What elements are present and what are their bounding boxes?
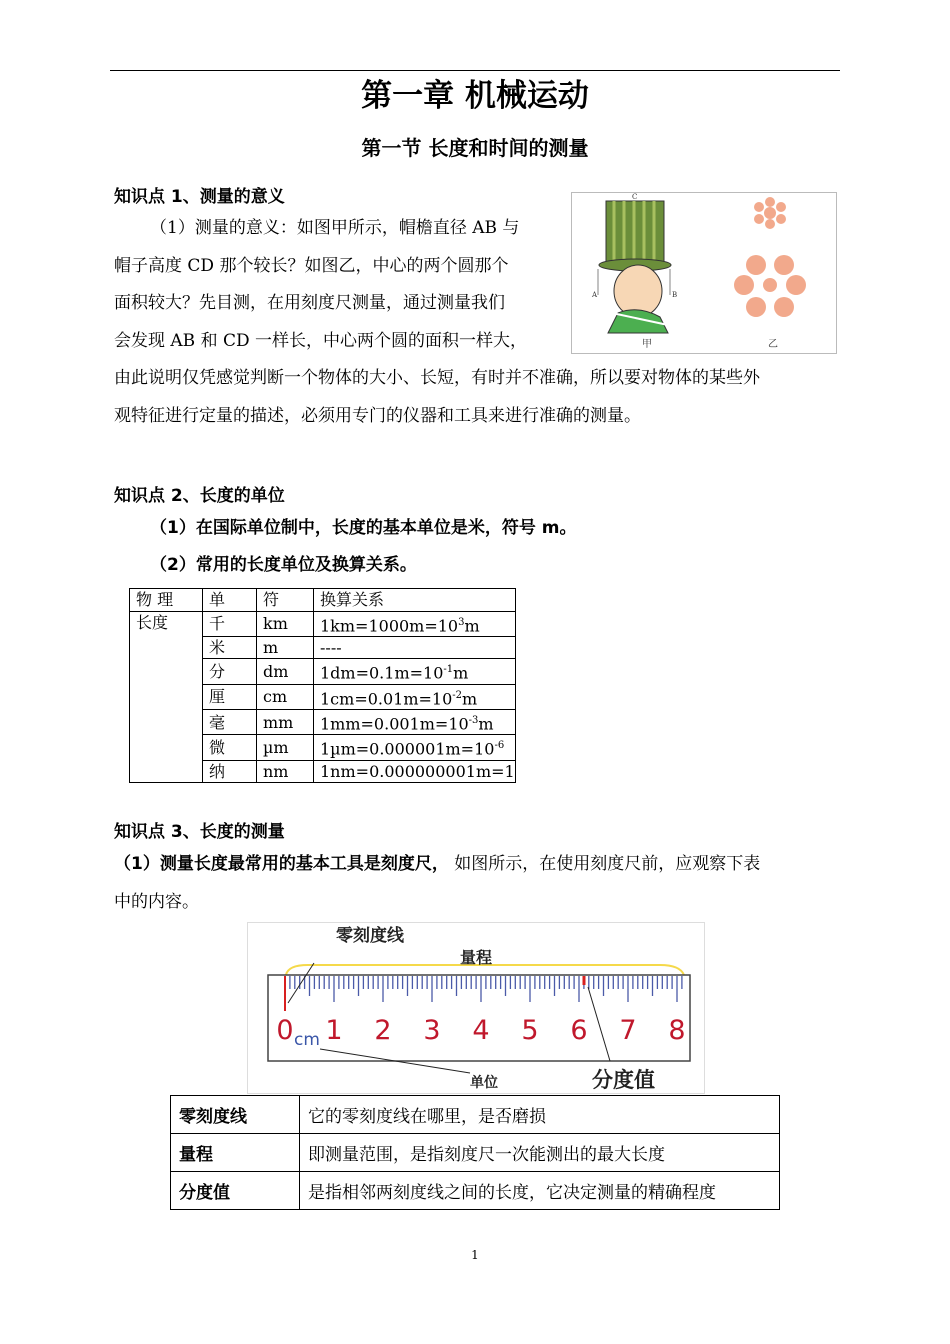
kp3-line1-rest: 如图所示，在使用刻度尺前，应观察下表 (448, 854, 761, 874)
ruler-figure (247, 922, 705, 1094)
figure-label-yi: 乙 (768, 339, 778, 350)
kp3-line1-bold: （1）测量长度最常用的基本工具是刻度尺， (114, 854, 449, 874)
kp3-line2: 中的内容。 (114, 891, 199, 912)
kp2-line2: （2）常用的长度单位及换算关系。 (150, 555, 417, 575)
illusion-figure (571, 192, 837, 354)
symbol-cell: cm (257, 684, 314, 709)
table-row (171, 1134, 780, 1172)
relation-cell: $1\mu m=0.000001m=10^{-6}$ (314, 735, 516, 760)
division-label: 分度值 (592, 1068, 655, 1092)
definition-cell: 即测量范围，是指刻度尺一次能测出的最大长度 (300, 1134, 780, 1172)
circles-large-cluster (734, 255, 806, 317)
ruler-number: 4 (472, 1015, 490, 1046)
ruler-number: 6 (570, 1015, 588, 1046)
units-table (129, 588, 516, 783)
ruler-number: 2 (374, 1015, 392, 1046)
kp3-paragraph (114, 846, 844, 921)
relation-cell: $1km=1000m=10^3m$ (314, 611, 516, 636)
kp2-line1: （1）在国际单位制中，长度的基本单位是米，符号 m。 (150, 518, 577, 538)
term-cell: 量程 (171, 1134, 300, 1172)
kp1-line: 帽子高度 CD 那个较长？如图乙，中心的两个圆那个 (114, 255, 509, 276)
chapter-title: 第一章 机械运动 (361, 78, 589, 114)
kp1-line: 面积较大？先目测，在用刻度尺测量，通过测量我们 (114, 293, 505, 313)
ruler-number: 8 (668, 1015, 686, 1046)
unit-cell: 微 (203, 735, 257, 760)
letter-b: B (672, 291, 678, 299)
kp1-line: （1）测量的意义：如图甲所示，帽檐直径 AB 与 (150, 218, 520, 238)
symbol-cell: nm (257, 760, 314, 783)
ruler-number: 1 (325, 1015, 343, 1046)
header-cell: 符 (257, 589, 314, 612)
circles-small-cluster (754, 197, 786, 229)
unit-cell: 纳 (203, 760, 257, 783)
relation-cell: $1mm=0.001m=10^{-3}m$ (314, 709, 516, 734)
kp1-line: 观特征进行定量的描述，必须用专门的仪器和工具来进行准确的测量。 (114, 405, 641, 426)
relation-cell: ---- (314, 636, 516, 659)
symbol-cell: mm (257, 709, 314, 734)
table-row (171, 1096, 780, 1134)
ruler-numbers (276, 1015, 685, 1046)
figure-label-jia: 甲 (642, 339, 652, 350)
symbol-cell: dm (257, 659, 314, 684)
quantity-cell: 长度 (130, 611, 203, 783)
header-cell: 物 理 (130, 589, 203, 612)
kp1-line: 由此说明仅凭感觉判断一个物体的大小、长短，有时并不准确，所以要对物体的某些外 (114, 368, 760, 388)
table-row (130, 611, 516, 636)
letter-a: A (592, 291, 598, 299)
letter-c: C (632, 193, 638, 201)
unit-cell: 毫 (203, 709, 257, 734)
unit-cell: 米 (203, 636, 257, 659)
header-cell: 单 (203, 589, 257, 612)
kp1-paragraph-cont (114, 360, 844, 435)
unit-cell: 厘 (203, 684, 257, 709)
symbol-cell: µm (257, 735, 314, 760)
zero-line-label: 零刻度线 (336, 926, 404, 946)
kp2-heading: 知识点 2、长度的单位 (114, 486, 285, 506)
symbol-cell: km (257, 611, 314, 636)
units-table-wrap (129, 588, 516, 783)
range-label: 量程 (460, 948, 493, 967)
illusion-figure-svg (572, 193, 836, 353)
relation-cell: $1cm=0.01m=10^{-2}m$ (314, 684, 516, 709)
kp3-heading: 知识点 3、长度的测量 (114, 822, 285, 842)
term-cell: 零刻度线 (171, 1096, 300, 1134)
definition-cell: 是指相邻两刻度线之间的长度，它决定测量的精确程度 (300, 1172, 780, 1210)
ruler-table-wrap (170, 1095, 780, 1210)
kp1-line: 会发现 AB 和 CD 一样长，中心两个圆的面积一样大， (114, 330, 528, 351)
ruler-number: 0 (276, 1015, 294, 1046)
relation-cell: 1nm=0.000000001m=1 (314, 760, 516, 783)
kp1-paragraph (114, 210, 564, 360)
ruler-number: 7 (619, 1015, 637, 1046)
symbol-cell: m (257, 636, 314, 659)
header-cell: 换算关系 (314, 589, 516, 612)
units-table-header (130, 589, 516, 612)
ruler-svg (248, 923, 704, 1093)
unit-cell: 分 (203, 659, 257, 684)
section-title: 第一节 长度和时间的测量 (361, 136, 589, 160)
hat-boy-illustration (598, 201, 671, 333)
ruler-unit-text: cm (294, 1030, 320, 1050)
page-number: 1 (471, 1248, 479, 1262)
kp3-line1 (114, 846, 844, 884)
term-cell: 分度值 (171, 1172, 300, 1210)
unit-cell: 千 (203, 611, 257, 636)
unit-label: 单位 (470, 1075, 498, 1091)
relation-cell: $1dm=0.1m=10^{-1}m$ (314, 659, 516, 684)
kp1-heading: 知识点 1、测量的意义 (114, 187, 285, 207)
ruler-number: 3 (423, 1015, 441, 1046)
definition-cell: 它的零刻度线在哪里，是否磨损 (300, 1096, 780, 1134)
ruler-number: 5 (521, 1015, 539, 1046)
table-row (171, 1172, 780, 1210)
ruler-info-table (170, 1095, 780, 1210)
